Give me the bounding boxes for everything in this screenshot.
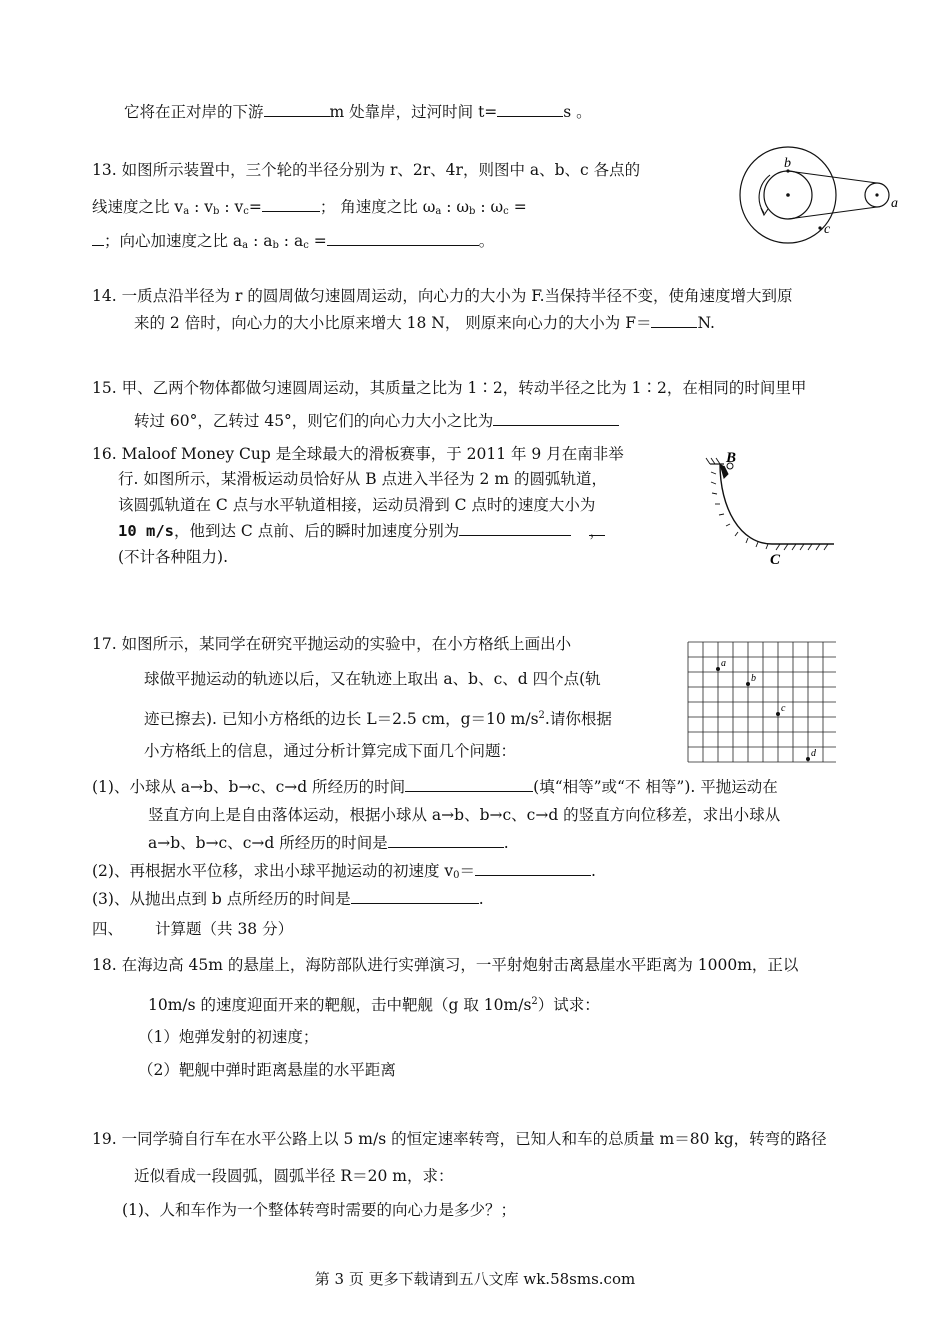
- answer-blank[interactable]: [459, 521, 571, 536]
- q18-item2: （2）靶舰中弹时距离悬崖的水平距离: [138, 1061, 396, 1079]
- q16-line5: (不计各种阻力).: [118, 548, 229, 566]
- label-b: b: [784, 156, 791, 171]
- q18-line2: 10m/s 的速度迎面开来的靶舰，击中靶舰（g 取 $10m/s^2$）试求：: [148, 996, 600, 1014]
- q17-p1: (1)、小球从 a→b、b→c、c→d 所经历的时间 (填“相等”或“不 相等”). 平抛运动在: [92, 778, 778, 796]
- q16-speed: 10 m/s: [118, 522, 174, 540]
- answer-blank[interactable]: [262, 197, 320, 212]
- point-b: [746, 682, 750, 686]
- point-label-b: b: [751, 673, 756, 684]
- answer-blank[interactable]: [327, 231, 479, 246]
- q12-text-mid: m 处靠岸，过河时间 t=: [329, 103, 498, 121]
- belt-bottom: [788, 207, 877, 219]
- q13-line1: 13. 如图所示装置中，三个轮的半径分别为 r、2r、4r，则图中 a、b、c 各点的: [92, 161, 641, 179]
- label-a: a: [891, 196, 898, 211]
- q13-velocity-label: 线速度之比 v: [92, 198, 184, 216]
- q13-line3: ；向心加速度之比 $a_a$ : $a_b$ : $a_c$ = 。: [92, 231, 494, 256]
- answer-blank[interactable]: [493, 411, 619, 426]
- q12-text-pre: 它将在正对岸的下游: [124, 103, 264, 121]
- q12-tail: [124, 102, 592, 122]
- q17-p3: (3)、从抛出点到 b 点所经历的时间是 .: [92, 890, 484, 908]
- q17-line4: 小方格纸上的信息，通过分析计算完成下面几个问题：: [144, 742, 517, 760]
- answer-blank[interactable]: [475, 861, 591, 876]
- page-footer: 第 3 页 更多下载请到五八文库 wk.58sms.com: [314, 1270, 636, 1288]
- q18-line1: 18. 在海边高 45m 的悬崖上，海防部队进行实弹演习，一平射炮射击离悬崖水平距离为 1000m，正以: [92, 956, 799, 974]
- q17-text: 迹已擦去). 已知小方格纸的边长 L＝2.5 cm，g＝10 m/s: [144, 710, 539, 728]
- point-d: [806, 757, 810, 761]
- answer-blank[interactable]: [405, 777, 533, 792]
- q18-item1: （1）炮弹发射的初速度；: [138, 1028, 319, 1046]
- answer-blank[interactable]: [92, 231, 104, 246]
- arc-track: [720, 464, 834, 544]
- q14-line1: 14. 一质点沿半径为 r 的圆周做匀速圆周运动，向心力的大小为 F.当保持半径不变，使角速度增大到原: [92, 287, 793, 305]
- q17-line2: 球做平抛运动的轨迹以后，又在轨迹上取出 a、b、c、d 四个点(轨: [144, 670, 601, 688]
- q13-accel-label: ；向心加速度之比 a: [104, 232, 243, 250]
- wheels-diagram: [732, 145, 902, 255]
- grid-paper-diagram: [686, 640, 836, 766]
- q13-line2: 线速度之比 $v_a$ : $v_b$ : $v_c=$ ； 角速度之比 $\omega_a$ : $\omega_b$ : $\omega_c$ =: [92, 198, 527, 217]
- q13-end: 。: [478, 232, 495, 250]
- answer-blank[interactable]: [497, 102, 563, 117]
- answer-blank[interactable]: [651, 313, 697, 328]
- label-C: C: [770, 552, 781, 568]
- q17-p1-line3: a→b、b→c、c→d 所经历的时间是 .: [148, 834, 509, 852]
- q15-text: 转过 60°，乙转过 45°，则它们的向心力大小之比为: [134, 412, 494, 430]
- ramp-diagram: [700, 448, 840, 570]
- q16-line4: [118, 521, 605, 541]
- point-a: [716, 667, 720, 671]
- q17-p1-line2: 竖直方向上是自由落体运动，根据小球从 a→b、b→c、c→d 的竖直方向位移差，求出小球从: [148, 806, 781, 824]
- q16-text: ，他到达 C 点前、后的瞬时加速度分别为: [174, 522, 460, 540]
- section-heading: 四、 计算题（共 38 分）: [92, 920, 294, 938]
- q19-item1: (1)、人和车作为一个整体转弯时需要的向心力是多少？；: [122, 1201, 516, 1219]
- belt-top: [788, 171, 877, 183]
- answer-blank[interactable]: [264, 102, 330, 117]
- answer-blank[interactable]: [388, 833, 504, 848]
- q17-line3: 迹已擦去). 已知小方格纸的边长 L＝2.5 cm，g＝10 $m/s^2$.请你根据: [144, 710, 612, 728]
- q19-line2: 近似看成一段圆弧，圆弧半径 R＝20 m，求：: [134, 1167, 454, 1185]
- point-label-d: d: [811, 748, 816, 759]
- q16-line2: 行. 如图所示，某滑板运动员恰好从 B 点进入半径为 2 m 的圆弧轨道，: [118, 470, 607, 488]
- answer-blank[interactable]: ，: [589, 522, 605, 540]
- q12-text-post: s 。: [563, 103, 592, 121]
- label-B: B: [726, 450, 737, 466]
- answer-blank[interactable]: [351, 889, 479, 904]
- q13-eq: =: [513, 198, 527, 216]
- q13-angular-label: ； 角速度之比 ω: [319, 198, 436, 216]
- point-label-c: c: [781, 703, 786, 714]
- point-label-a: a: [721, 658, 726, 669]
- q14-line2: [134, 313, 715, 333]
- q15-line2: [134, 411, 619, 431]
- label-c: c: [824, 222, 831, 237]
- q16-line1: 16. Maloof Money Cup 是全球最大的滑板赛事，于 2011 年 9 月在南非举: [92, 445, 624, 463]
- point-c: [776, 712, 780, 716]
- q15-line1: 15. 甲、乙两个物体都做匀速圆周运动，其质量之比为 1∶2，转动半径之比为 1∶2，在相同的时间里甲: [92, 379, 807, 397]
- q17-line1: 17. 如图所示，某同学在研究平抛运动的实验中，在小方格纸上画出小: [92, 635, 572, 653]
- q14-unit: N.: [697, 314, 715, 332]
- q19-line1: 19. 一同学骑自行车在水平公路上以 5 m/s 的恒定速率转弯，已知人和车的总质量 m＝80 kg，转弯的路径: [92, 1130, 827, 1148]
- q17-p1-text: (1)、小球从 a→b、b→c、c→d 所经历的时间: [92, 778, 406, 796]
- q16-line3: 该圆弧轨道在 C 点与水平轨道相接，运动员滑到 C 点时的速度大小为: [118, 496, 596, 514]
- q14-text: 来的 2 倍时，向心力的大小比原来增大 18 N， 则原来向心力的大小为 F＝: [134, 314, 652, 332]
- q17-p2: (2)、再根据水平位移，求出小球平抛运动的初速度 $v_0=$ .: [92, 862, 596, 881]
